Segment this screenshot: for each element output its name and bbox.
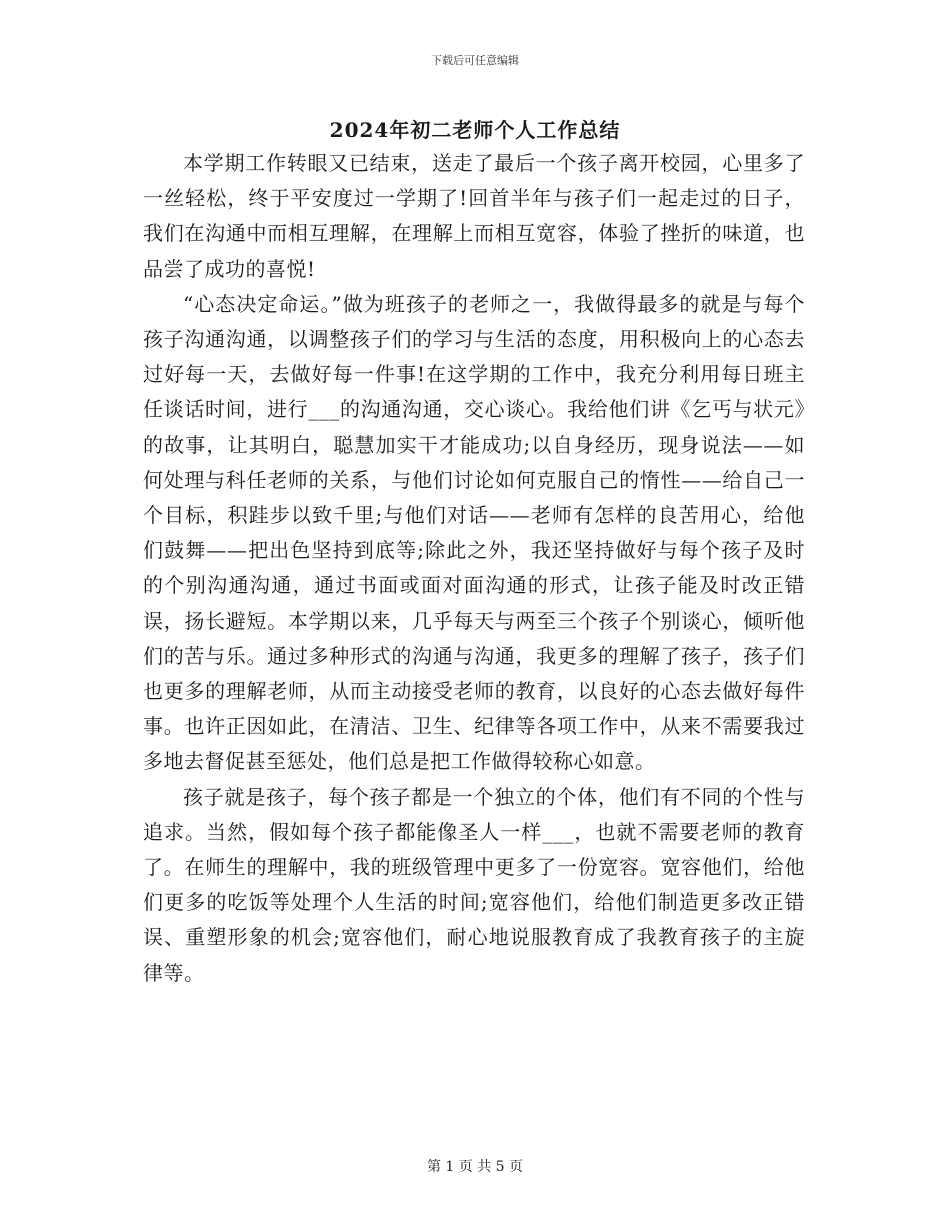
paragraph-2: “心态决定命运。”做为班孩子的老师之一，我做得最多的就是与每个孩子沟通沟通，以调整孩子们的学习与生活的态度，用积极向上的心态去过好每一天，去做好每一件事!在这学期的工作中，我充分利用每日班主任谈话时间，进行___的沟通沟通，交心谈心。我给他们讲《乞丐与状元》的故事，让其明白，聪慧加实干才能成功;以自身经历，现身说法——如何处理与科任老师的关系，与他们讨论如何克服自己的惰性——给自己一个目标，积跬步以致千里;与他们对话——老师有怎样的良苦用心，给他们鼓舞——把出色坚持到底等;除此之外，我还坚持做好与每个孩子及时的个别沟通沟通，通过书面或面对面沟通的形式，让孩子能及时改正错误，扬长避短。本学期以来，几乎每天与两至三个孩子个别谈心，倾听他们的苦与乐。通过多种形式的沟通与沟通，我更多的理解了孩子，孩子们也更多的理解老师，从而主动接受老师的教育，以良好的心态去做好每件事。也许正因如此，在清洁、卫生、纪律等各项工作中，从来不需要我过多地去督促甚至惩处，他们总是把工作做得较称心如意。: [143, 291, 805, 774]
document-title: 2024年初二老师个人工作总结: [329, 118, 621, 142]
document-body: [143, 146, 805, 991]
page-number: 第 1 页 共 5 页: [426, 1159, 524, 1175]
paragraph-3: 孩子就是孩子，每个孩子都是一个独立的个体，他们有不同的个性与追求。当然，假如每个孩子都能像圣人一样___，也就不需要老师的教育了。在师生的理解中，我的班级管理中更多了一份宽容。宽容他们，给他们更多的吃饭等处理个人生活的时间;宽容他们，给他们制造更多改正错误、重塑形象的机会;宽容他们，耐心地说服教育成了我教育孩子的主旋律等。: [143, 784, 805, 985]
header-note: 下载后可任意编辑: [431, 54, 519, 67]
paragraph-1: 本学期工作转眼又已结束，送走了最后一个孩子离开校园，心里多了一丝轻松，终于平安度过一学期了!回首半年与孩子们一起走过的日子，我们在沟通中而相互理解，在理解上而相互宽容，体验了挫折的味道，也品尝了成功的喜悦!: [143, 151, 805, 281]
